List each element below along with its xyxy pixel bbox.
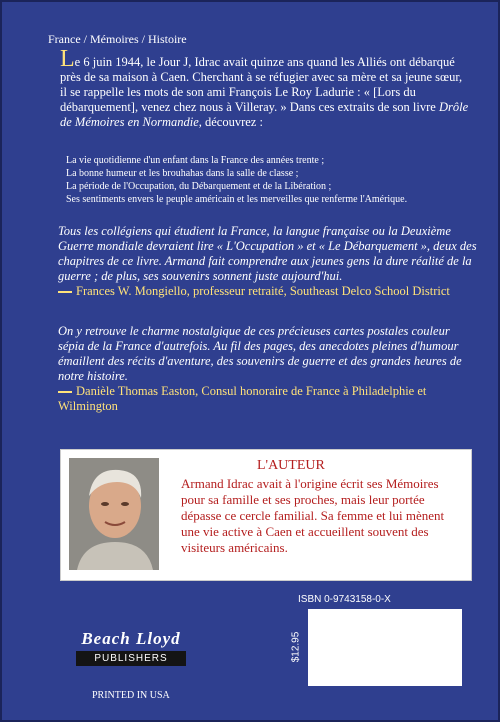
isbn-label: ISBN 0-9743158-0-X bbox=[298, 594, 391, 605]
dash-mark bbox=[58, 391, 72, 393]
list-item: La vie quotidienne d'un enfant dans la France des années trente ; bbox=[66, 155, 325, 166]
testimonial-2-text: On y retrouve le charme nostalgique de ces précieuses cartes postales couleur sépia de la France d'autrefois. Au fil des pages, des anecdotes pleines d'humour émaillent des récits d'aventure, des souvenirs de guerre et des grandes heures de notre histoire. bbox=[58, 324, 462, 383]
intro-text-start: e 6 juin 1944, le Jour J, Idrac avait quinze ans quand les Alliés ont débarqué près de sa maison à Caen. Cherchant à se réfugier avec sa mère et sa jeune sœur, il se rappelle les mots de son ami François Le Roy Ladurie : « [Lors du débarquement], venez chez nous à Villeray. » Dans ces extraits de son livre bbox=[60, 55, 463, 114]
list-item: Ses sentiments envers le peuple américain et les merveilles que renferme l'Amérique. bbox=[66, 194, 408, 205]
price-label bbox=[288, 614, 304, 680]
author-box bbox=[60, 449, 472, 581]
testimonial-1-attribution bbox=[58, 284, 478, 299]
intro-paragraph bbox=[60, 46, 470, 130]
dash-mark bbox=[58, 291, 72, 293]
testimonial-2 bbox=[58, 324, 478, 414]
publisher-label: PUBLISHERS bbox=[76, 651, 186, 666]
highlights-list bbox=[66, 154, 476, 206]
author-portrait-icon bbox=[69, 458, 159, 570]
attribution-1-text: Frances W. Mongiello, professeur retraité, Southeast Delco School District bbox=[76, 284, 450, 298]
author-heading: L'AUTEUR bbox=[257, 458, 325, 473]
testimonial-1-text: Tous les collégiens qui étudient la France, la langue française ou la Deuxième Guerre mondiale devraient lire « L'Occupation » et « Le Débarquement », deux des chapitres de ce livre. Armand fait comprendre aux jeunes gens la dure réalité de la guerre ; de plus, ses souvenirs sonnent juste aujourd'hui. bbox=[58, 224, 477, 283]
author-bio: Armand Idrac avait à l'origine écrit ses Mémoires pour sa famille et ses proches, mais leur portée dépasse ce cercle familial. Sa femme et lui mènent une vie active à Caen et accueillent souvent des visiteurs américains. bbox=[181, 476, 445, 555]
attribution-2-text: Danièle Thomas Easton, Consul honoraire de France à Philadelphie et Wilmington bbox=[58, 384, 427, 413]
testimonial-2-attribution bbox=[58, 384, 478, 414]
category-line: France / Mémoires / Histoire bbox=[48, 32, 187, 46]
list-item: La période de l'Occupation, du Débarquement et de la Libération ; bbox=[66, 181, 332, 192]
printed-in-label: PRINTED IN USA bbox=[92, 690, 170, 701]
list-item: La bonne humeur et les brouhahas dans la salle de classe ; bbox=[66, 168, 299, 179]
barcode-box bbox=[308, 609, 462, 686]
drop-cap: L bbox=[60, 46, 75, 72]
author-photo bbox=[69, 458, 159, 570]
testimonial-1 bbox=[58, 224, 478, 299]
price-text: $12.95 bbox=[290, 631, 302, 663]
publisher-logo bbox=[76, 629, 186, 666]
intro-text-end: , découvrez : bbox=[198, 115, 263, 129]
book-title: Drôle de Mémoires en Normandie bbox=[60, 100, 469, 129]
publisher-name: Beach Lloyd bbox=[81, 629, 181, 648]
